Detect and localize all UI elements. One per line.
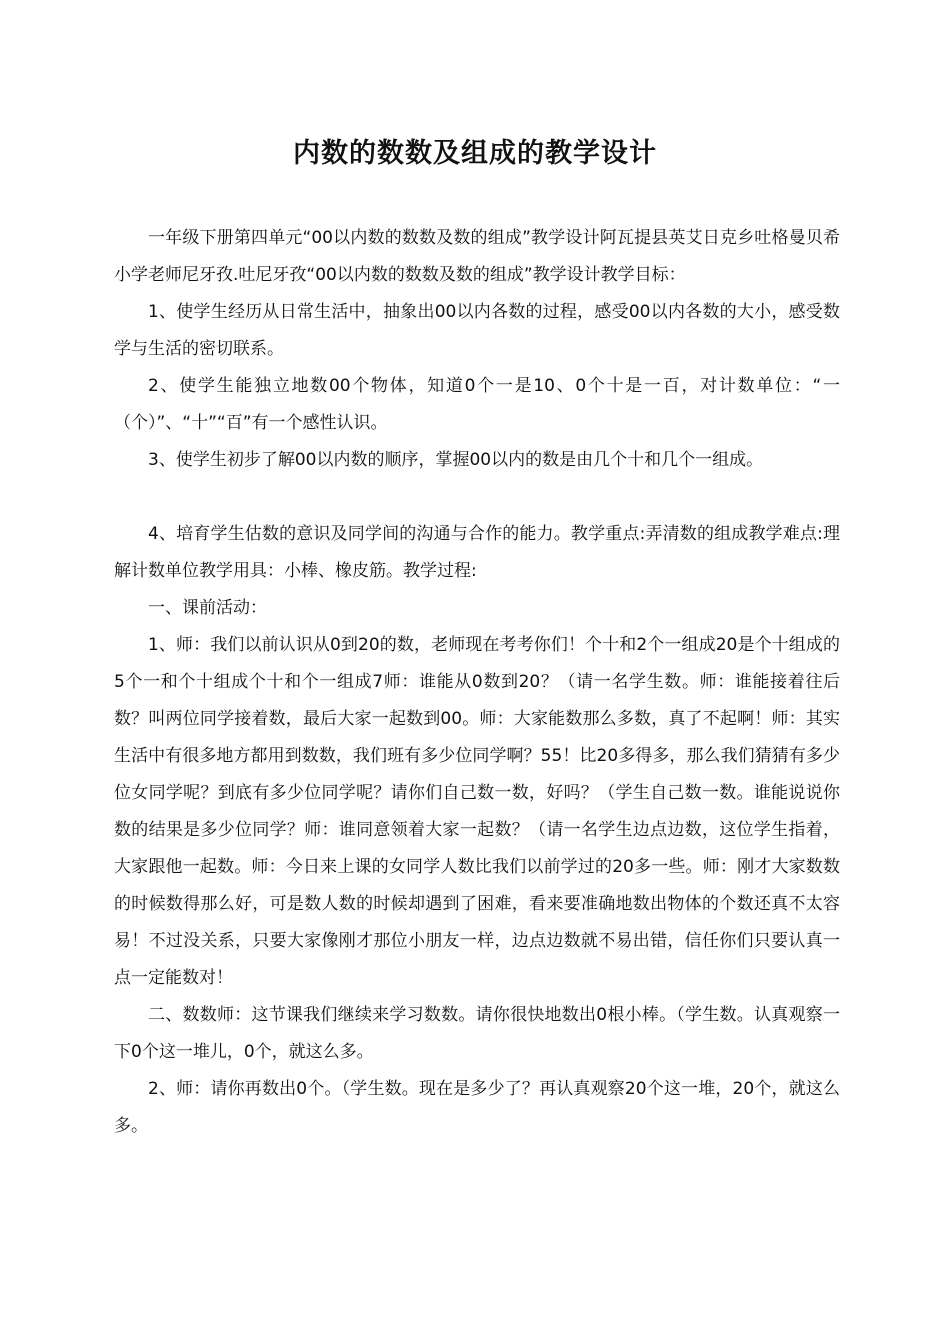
paragraph-goal-1: 1、使学生经历从日常生活中，抽象出00以内各数的过程，感受00以内各数的大小，感受数学与生活的密切联系。 bbox=[114, 302, 840, 359]
paragraph-counting-2: 2、师：请你再数出0个。（学生数。现在是多少了？再认真观察20个这一堆，20个，就这么多。 bbox=[114, 1079, 840, 1136]
paragraph-goal-3: 3、使学生初步了解00以内数的顺序，掌握00以内的数是由几个十和几个一组成。 bbox=[148, 450, 764, 470]
paragraph-goal-2: 2、使学生能独立地数00个物体，知道0个一是10、0个十是一百，对计数单位：“一（个）”、“十”“百”有一个感性认识。 bbox=[114, 376, 840, 433]
paragraph-counting-section: 二、数数师：这节课我们继续来学习数数。请你很快地数出0根小棒。（学生数。认真观察一下0个这一堆儿，0个，就这么多。 bbox=[114, 1005, 840, 1062]
paragraph-intro: 一年级下册第四单元“00以内数的数数及数的组成”教学设计阿瓦提县英艾日克乡吐格曼贝希小学老师尼牙孜.吐尼牙孜“00以内数的数数及数的组成”教学设计教学目标： bbox=[114, 228, 840, 285]
document-body bbox=[114, 220, 840, 1145]
paragraph-goal-4: 4、培育学生估数的意识及同学间的沟通与合作的能力。教学重点:弄清数的组成教学难点:理解计数单位教学用具：小棒、橡皮筋。教学过程: bbox=[114, 524, 840, 581]
paragraph-activity-1: 1、师：我们以前认识从0到20的数，老师现在考考你们！个十和2个一组成20是个十组成的5个一和个十组成个十和个一组成7师：谁能从0数到20？（请一名学生数。师：谁能接着往后数？叫两位同学接着数，最后大家一起数到00。师：大家能数那么多数，真了不起啊！师：其实生活中有很多地方都用到数数，我们班有多少位同学啊？55！比20多得多，那么我们猜猜有多少位女同学呢？到底有多少位同学呢？请你们自己数一数，好吗？（学生自己数一数。谁能说说你数的结果是多少位同学？师：谁同意领着大家一起数？（请一名学生边点边数，这位学生指着，大家跟他一起数。师：今日来上课的女同学人数比我们以前学过的20多一些。师：刚才大家数数的时候数得那么好，可是数人数的时候却遇到了困难，看来要准确地数出物体的个数还真不太容易！不过没关系，只要大家像刚才那位小朋友一样，边点边数就不易出错，信任你们只要认真一点一定能数对！ bbox=[114, 635, 840, 988]
section-heading-pre-class: 一、课前活动： bbox=[148, 598, 267, 618]
document-title: 内数的数数及组成的教学设计 bbox=[293, 138, 657, 169]
